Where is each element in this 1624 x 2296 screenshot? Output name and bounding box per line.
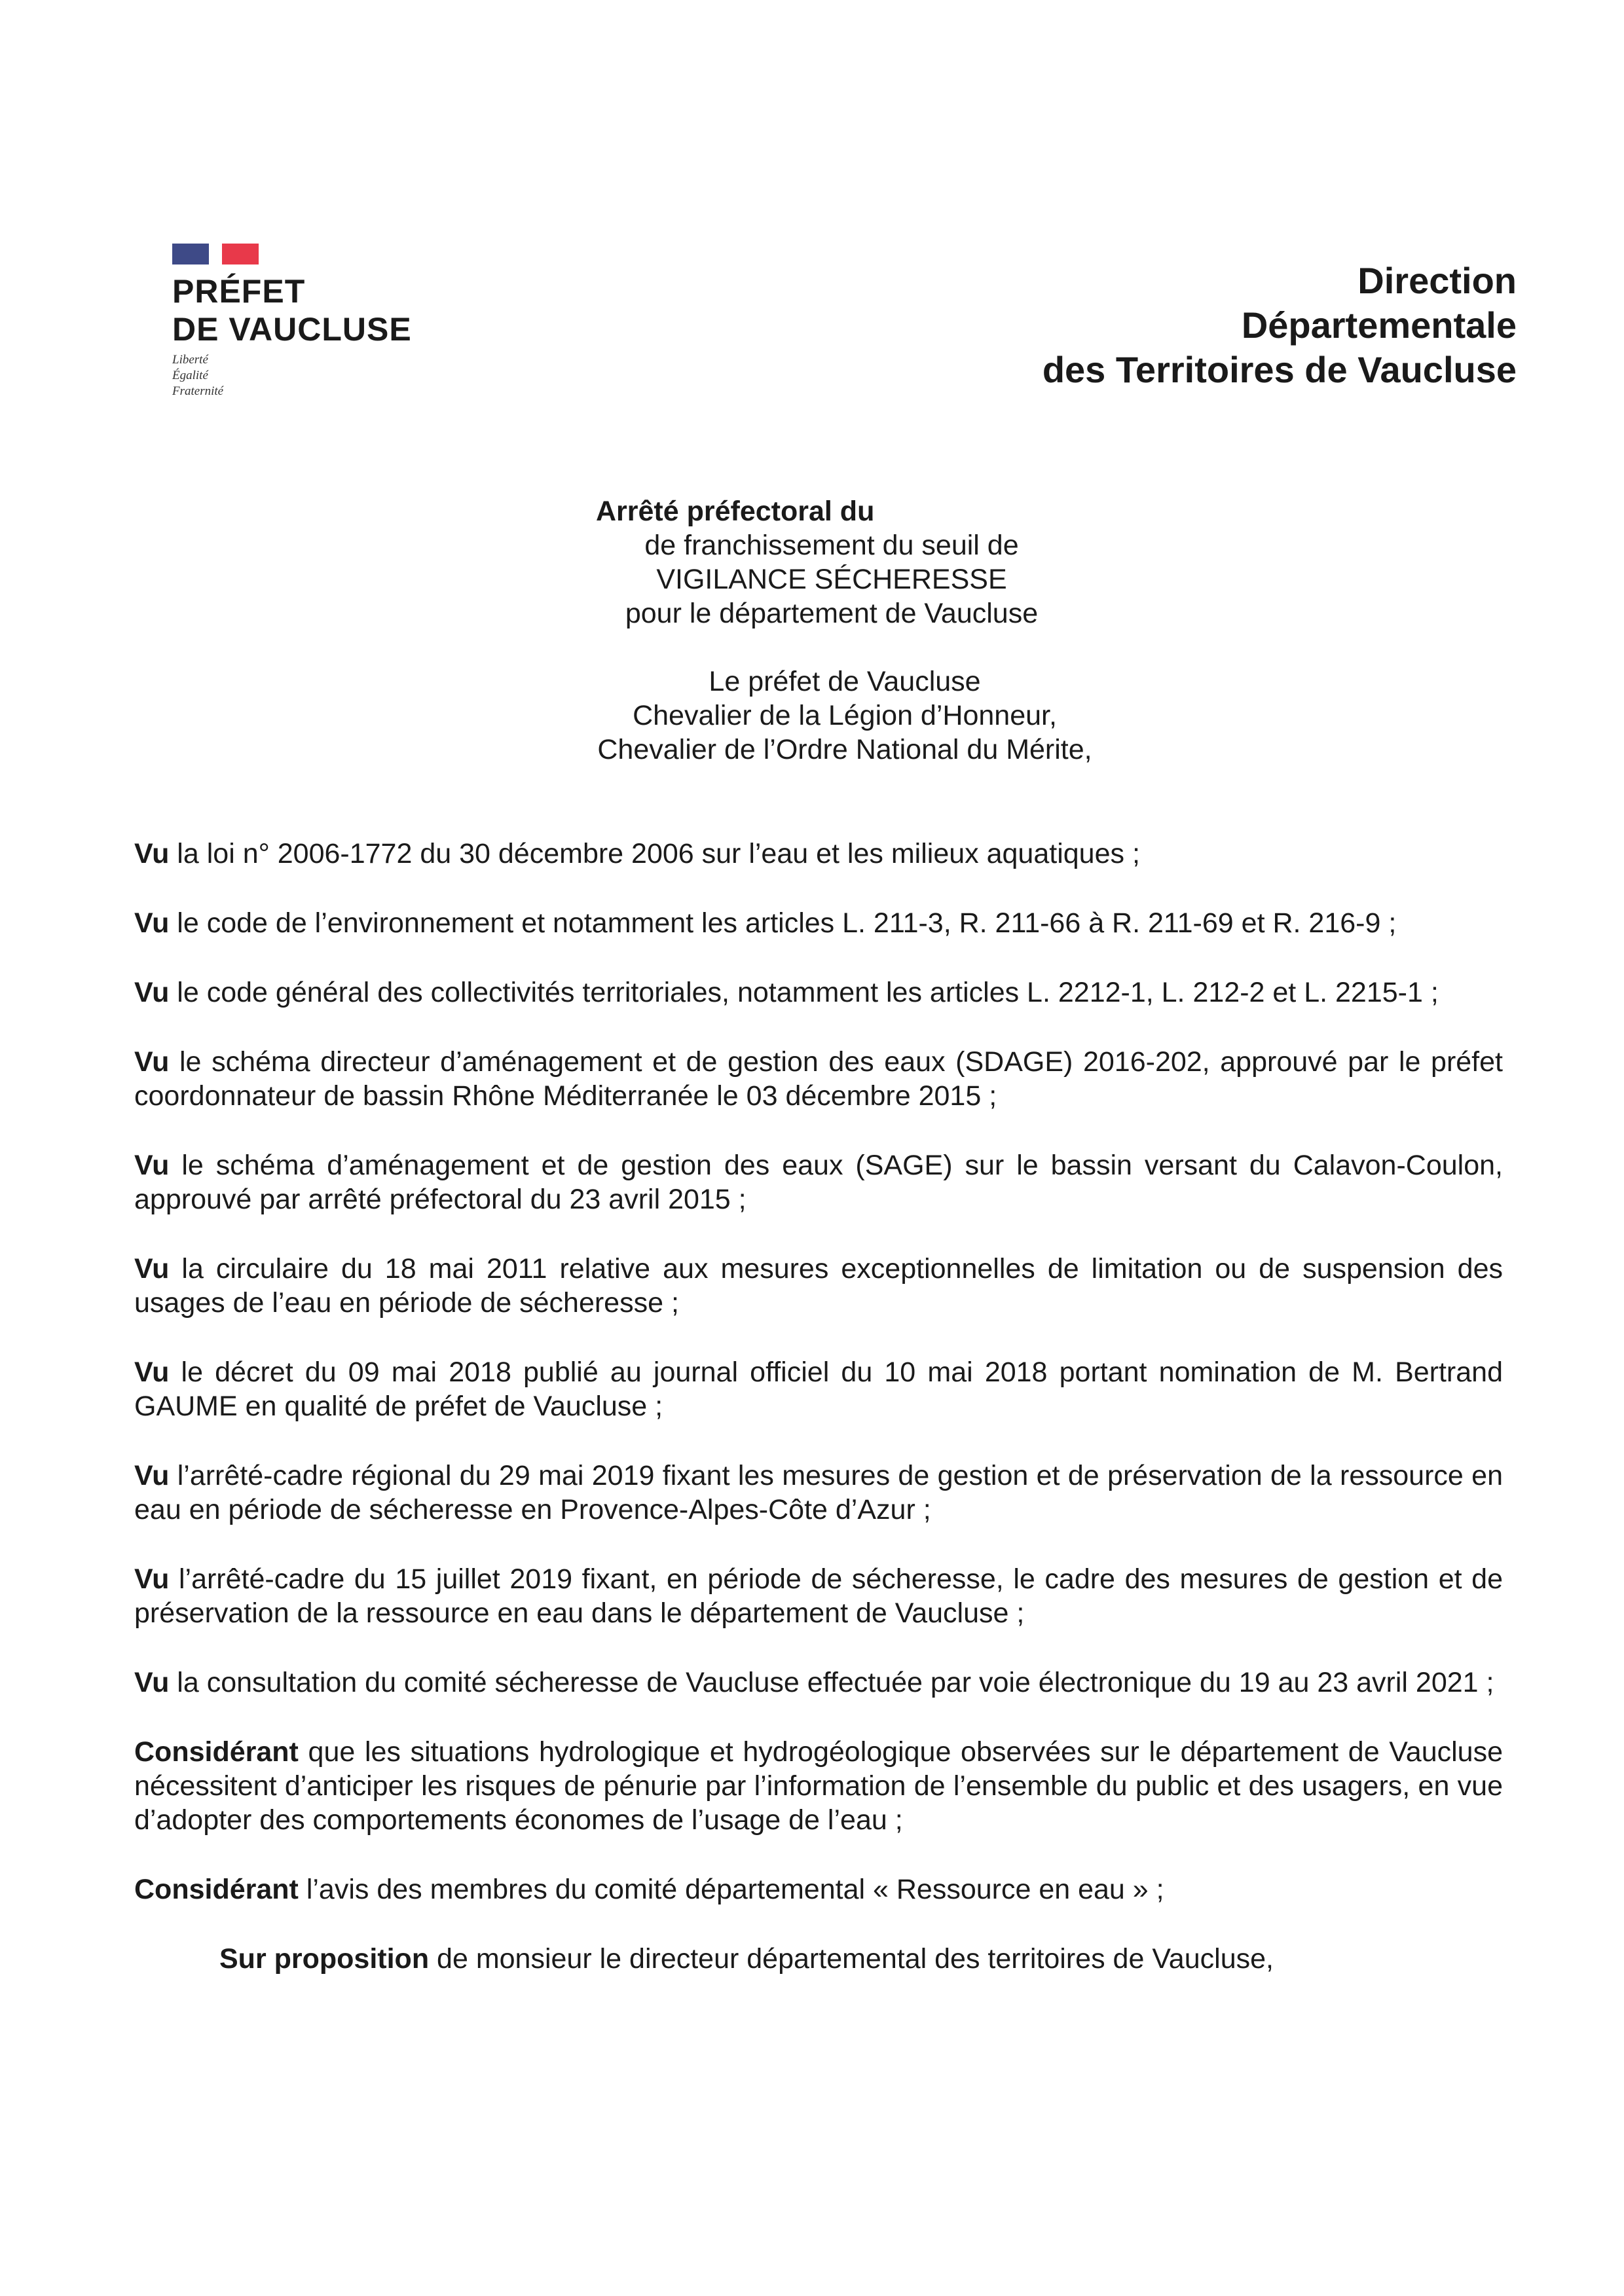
prefecture-logo <box>172 244 434 399</box>
paragraph-considerant-situations: Considérant que les situations hydrologique et hydrogéologique observées sur le département de Vaucluse nécessitent d’anticiper les risques de pénurie par l’information de l’ensemble du public et des usagers, en vue d’adopter des comportements économes de l’usage de l’eau ; <box>134 1736 1503 1836</box>
paragraph-vu-arrete-regional: Vu l’arrêté-cadre régional du 29 mai 2019 fixant les mesures de gestion et de préservation de la ressource en eau en période de sécheresse en Provence-Alpes-Côte d’Azur ; <box>134 1460 1503 1525</box>
prefet-line-1: Le préfet de Vaucluse <box>709 666 981 697</box>
logo-line-1: PRÉFET <box>172 273 306 310</box>
paragraph-vu-sage: Vu le schéma d’aménagement et de gestion des eaux (SAGE) sur le bassin versant du Calavon-Coulon, approuvé par arrêté préfectoral du 23 avril 2015 ; <box>134 1150 1503 1215</box>
title-line-3: VIGILANCE SÉCHERESSE <box>656 564 1007 595</box>
service-line-1: Direction <box>1357 260 1517 301</box>
prefet-line-3: Chevalier de l’Ordre National du Mérite, <box>597 734 1092 765</box>
motto-liberte: Liberté <box>172 353 208 367</box>
logo-line-2: DE VAUCLUSE <box>172 311 412 348</box>
republic-motto <box>172 352 434 399</box>
paragraph-sur-proposition: Sur proposition de monsieur le directeur départemental des territoires de Vaucluse, <box>219 1943 1274 1975</box>
paragraph-vu-cgct: Vu le code général des collectivités territoriales, notamment les articles L. 2212-1, L. 212-2 et L. 2215-1 ; <box>134 977 1439 1008</box>
motto-fraternite: Fraternité <box>172 384 224 398</box>
issuing-service <box>1043 259 1517 392</box>
paragraph-vu-arrete-cadre: Vu l’arrêté-cadre du 15 juillet 2019 fixant, en période de sécheresse, le cadre des mesures de gestion et de préservation de la ressource en eau dans le département de Vaucluse ; <box>134 1563 1503 1629</box>
marianne-flag-icon <box>172 244 434 264</box>
prefect-titles <box>471 665 1218 767</box>
decree-title <box>537 494 1126 630</box>
motto-egalite: Égalité <box>172 369 208 382</box>
title-line-1: Arrêté préfectoral du <box>596 496 875 527</box>
paragraph-vu-loi: Vu la loi n° 2006-1772 du 30 décembre 2006 sur l’eau et les milieux aquatiques ; <box>134 838 1140 869</box>
paragraph-considerant-avis: Considérant l’avis des membres du comité départemental « Ressource en eau » ; <box>134 1874 1164 1905</box>
paragraph-vu-circulaire: Vu la circulaire du 18 mai 2011 relative aux mesures exceptionnelles de limitation ou de suspension des usages de l’eau en période de sécheresse ; <box>134 1253 1503 1319</box>
paragraph-vu-decret: Vu le décret du 09 mai 2018 publié au journal officiel du 10 mai 2018 portant nomination de M. Bertrand GAUME en qualité de préfet de Vaucluse ; <box>134 1357 1503 1422</box>
paragraph-vu-consultation: Vu la consultation du comité sécheresse de Vaucluse effectuée par voie électronique du 19 au 23 avril 2021 ; <box>134 1667 1494 1698</box>
title-line-4: pour le département de Vaucluse <box>625 598 1039 629</box>
service-line-3: des Territoires de Vaucluse <box>1042 349 1517 390</box>
paragraph-vu-sdage: Vu le schéma directeur d’aménagement et de gestion des eaux (SDAGE) 2016-202, approuvé par le préfet coordonnateur de bassin Rhône Méditerranée le 03 décembre 2015 ; <box>134 1046 1503 1112</box>
decree-body <box>134 837 1503 2011</box>
service-line-2: Départementale <box>1241 304 1517 346</box>
paragraph-vu-code-env: Vu le code de l’environnement et notamment les articles L. 211-3, R. 211-66 à R. 211-69 et R. 216-9 ; <box>134 907 1397 939</box>
prefet-line-2: Chevalier de la Légion d’Honneur, <box>633 700 1057 731</box>
title-line-2: de franchissement du seuil de <box>644 530 1019 561</box>
